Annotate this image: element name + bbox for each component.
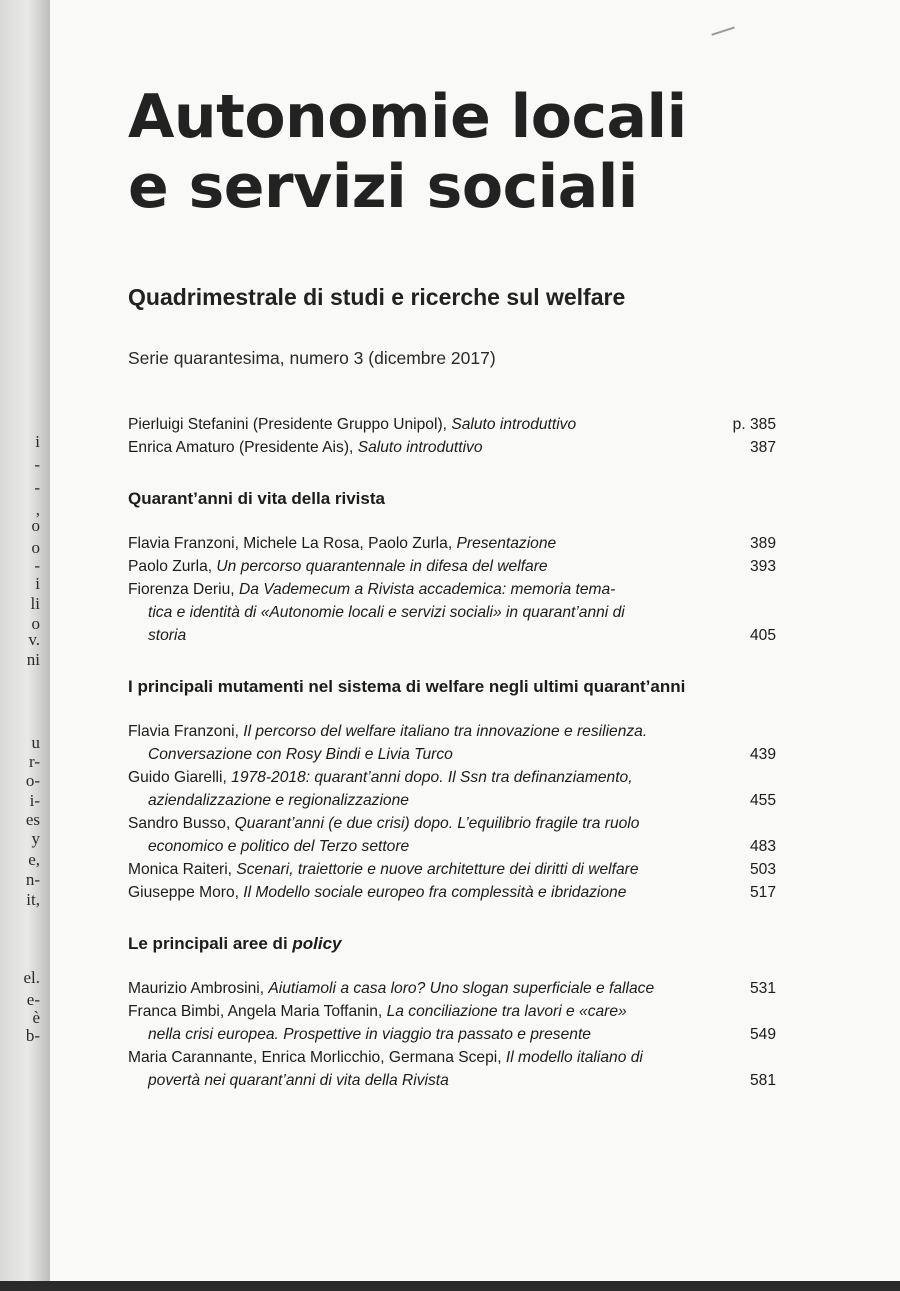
- gutter-fragment: o: [31, 538, 40, 557]
- toc-entry: [128, 555, 776, 578]
- entry-title: 1978-2018: quarant’anni dopo. Il Ssn tra definanziamento,: [231, 769, 633, 786]
- journal-title-line-1: Autonomie locali: [128, 82, 687, 152]
- entry-page: 393: [749, 558, 776, 575]
- gutter-fragment: i-: [29, 791, 40, 810]
- toc-entry: [128, 720, 776, 766]
- gutter-fragment: è: [32, 1008, 40, 1027]
- entry-page: 531: [749, 980, 776, 997]
- entry-page: p. 385: [732, 416, 776, 433]
- section-heading-italic: policy: [292, 934, 342, 953]
- entry-authors: Pierluigi Stefanini (Presidente Gruppo Unipol),: [128, 416, 452, 433]
- gutter-fragment: b-: [25, 1026, 40, 1045]
- gutter-fragment: o: [31, 516, 40, 535]
- gutter-fragment: i: [35, 432, 40, 451]
- gutter-fragment: li: [30, 594, 40, 613]
- entry-title: Scenari, traiettorie e nuove architetture dei diritti di welfare: [236, 861, 639, 878]
- entry-page: 581: [749, 1072, 776, 1089]
- entry-title: Un percorso quarantennale in difesa del welfare: [216, 558, 548, 575]
- entry-title-continued: tica e identità di «Autonomie locali e servizi sociali» in quarant’anni di: [148, 604, 625, 621]
- toc-entry: [128, 1000, 776, 1046]
- entry-page: 503: [749, 861, 776, 878]
- entry-title-continued: povertà nei quarant’anni di vita della Rivista: [148, 1072, 449, 1089]
- gutter-fragment: -: [34, 478, 40, 497]
- gutter-fragment: ni: [26, 650, 40, 669]
- entry-title-continued: nella crisi europea. Prospettive in viaggio tra passato e presente: [148, 1026, 591, 1043]
- table-of-contents: [128, 413, 776, 1092]
- gutter-fragment: v.: [28, 630, 40, 649]
- toc-entry: [128, 436, 776, 459]
- toc-entry: [128, 766, 776, 812]
- gutter-fragment: ,: [35, 500, 40, 519]
- entry-authors: Monica Raiteri,: [128, 861, 237, 878]
- gutter-fragment: o-: [25, 771, 40, 790]
- entry-title: Aiutiamoli a casa loro? Uno slogan superficiale e fallace: [268, 980, 655, 997]
- entry-title: Il modello italiano di: [505, 1049, 643, 1066]
- gutter-fragment: -: [34, 556, 40, 575]
- gutter-fragment: it,: [26, 890, 40, 909]
- entry-title: Presentazione: [456, 535, 557, 552]
- entry-title-continued: economico e politico del Terzo settore: [148, 838, 410, 855]
- section-heading: Quarant’anni di vita della rivista: [128, 489, 385, 508]
- entry-page: 439: [749, 746, 776, 763]
- toc-entry: [128, 532, 776, 555]
- entry-page: 483: [749, 838, 776, 855]
- entry-authors: Enrica Amaturo (Presidente Ais),: [128, 439, 358, 456]
- entry-page: 549: [749, 1026, 776, 1043]
- entry-authors: Giuseppe Moro,: [128, 884, 244, 901]
- entry-title: Il percorso del welfare italiano tra innovazione e resilienza.: [243, 723, 648, 740]
- journal-title: [128, 82, 687, 222]
- gutter-fragment: e-: [26, 990, 40, 1009]
- gutter-fragment: y: [31, 829, 40, 848]
- entry-page: 405: [749, 627, 776, 644]
- gutter-fragment: n-: [25, 870, 40, 889]
- entry-page: 387: [749, 439, 776, 456]
- issue-series: Serie quarantesima, numero 3 (dicembre 2017): [128, 348, 496, 368]
- toc-entry: [128, 578, 776, 647]
- toc-entry: [128, 413, 776, 436]
- entry-authors: Sandro Busso,: [128, 815, 235, 832]
- entry-authors: Fiorenza Deriu,: [128, 581, 239, 598]
- entry-title: Il Modello sociale europeo fra complessità e ibridazione: [243, 884, 627, 901]
- section-heading: I principali mutamenti nel sistema di welfare negli ultimi quarant’anni: [128, 677, 686, 696]
- entry-title-continued: storia: [148, 627, 187, 644]
- gutter-fragment: r-: [29, 752, 40, 771]
- entry-authors: Franca Bimbi, Angela Maria Toffanin,: [128, 1003, 387, 1020]
- toc-entry: [128, 812, 776, 858]
- toc-entry: [128, 858, 776, 881]
- gutter-fragment: i: [35, 574, 40, 593]
- entry-title: Quarant’anni (e due crisi) dopo. L’equilibrio fragile tra ruolo: [234, 815, 640, 832]
- entry-page: 455: [749, 792, 776, 809]
- gutter-fragment: es: [25, 810, 40, 829]
- toc-entry: [128, 977, 776, 1000]
- entry-page: 389: [749, 535, 776, 552]
- entry-authors: Flavia Franzoni,: [128, 723, 244, 740]
- gutter-fragment: u: [31, 733, 40, 752]
- entry-page: 517: [749, 884, 776, 901]
- entry-title: Saluto introduttivo: [451, 416, 577, 433]
- gutter-fragment: el.: [23, 968, 40, 987]
- entry-authors: Flavia Franzoni, Michele La Rosa, Paolo Zurla,: [128, 535, 457, 552]
- entry-authors: Maurizio Ambrosini,: [128, 980, 269, 997]
- entry-authors: Maria Carannante, Enrica Morlicchio, Germana Scepi,: [128, 1049, 506, 1066]
- journal-subtitle: Quadrimestrale di studi e ricerche sul welfare: [128, 284, 626, 310]
- section-heading-text: Le principali aree di: [128, 934, 293, 953]
- gutter-fragment: e,: [28, 850, 40, 869]
- entry-title-continued: Conversazione con Rosy Bindi e Livia Turco: [148, 746, 453, 763]
- entry-title: Da Vademecum a Rivista accademica: memoria tema-: [238, 581, 616, 598]
- gutter-fragment: -: [34, 455, 40, 474]
- section-heading: [128, 932, 776, 955]
- journal-title-line-2: e servizi sociali: [128, 152, 638, 222]
- toc-entry: [128, 881, 776, 904]
- entry-title-continued: aziendalizzazione e regionalizzazione: [148, 792, 409, 809]
- scan-edge: [0, 1281, 900, 1291]
- gutter-fragment: o: [31, 614, 40, 633]
- entry-authors: Guido Giarelli,: [128, 769, 232, 786]
- toc-entry: [128, 1046, 776, 1092]
- entry-title: La conciliazione tra lavori e «care»: [386, 1003, 627, 1020]
- facing-page-fragments: [0, 0, 46, 1291]
- entry-title: Saluto introduttivo: [357, 439, 483, 456]
- entry-authors: Paolo Zurla,: [128, 558, 217, 575]
